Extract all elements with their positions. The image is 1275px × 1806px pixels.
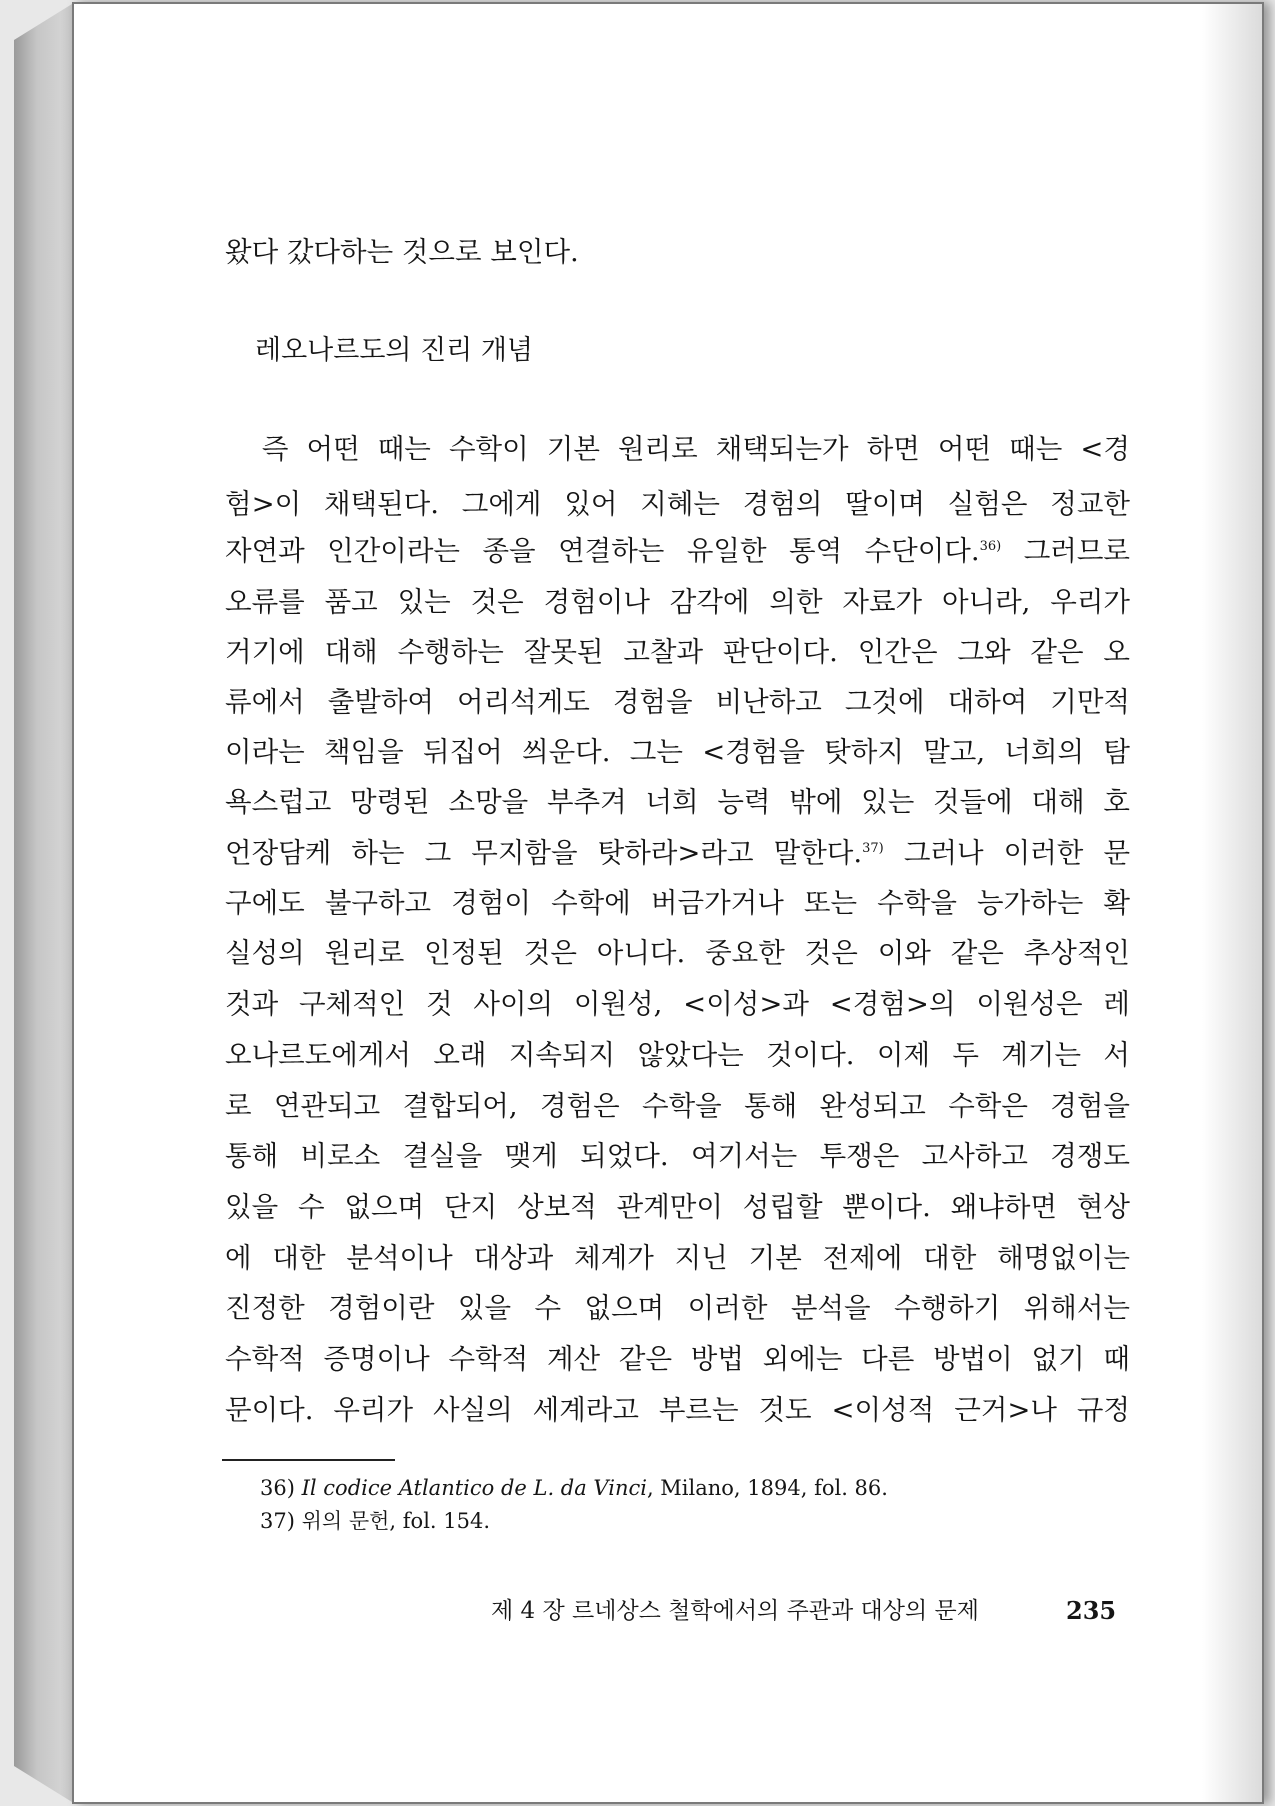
paragraph-line-8: 욕스럽고 망령된 소망을 부추겨 너희 능력 밖에 있는 것들에 대해 호 (225, 786, 1130, 818)
paragraph-line-13: 오나르도에게서 오래 지속되지 않았다는 것이다. 이제 두 계기는 서 (225, 1039, 1130, 1071)
paragraph-line-6: 류에서 출발하여 어리석게도 경험을 비난하고 그것에 대하여 기만적 (225, 686, 1130, 718)
paragraph-line-7: 이라는 책임을 뒤집어 씌운다. 그는 <경험을 탓하지 말고, 너희의 탐 (225, 736, 1130, 768)
paragraph-line-17: 에 대한 분석이나 대상과 체계가 지닌 기본 전제에 대한 해명없이는 (225, 1242, 1130, 1274)
paragraph-line-2: 험>이 채택된다. 그에게 있어 지혜는 경험의 딸이며 실험은 정교한 (225, 488, 1130, 520)
paragraph-line-9-text: 언장담케 하는 그 무지함을 탓하라>라고 말한다. (225, 837, 863, 869)
paragraph-line-10: 구에도 불구하고 경험이 수학에 버금가거나 또는 수학을 능가하는 확 (225, 887, 1130, 919)
paragraph-line-12: 것과 구체적인 것 사이의 이원성, <이성>과 <경험>의 이원성은 레 (225, 988, 1130, 1020)
footnote-ref-36: 36) (979, 538, 1002, 554)
paragraph-line-3-tail: 그러므로 (1023, 535, 1130, 567)
footnote-37-number: 37) (260, 1509, 295, 1533)
page-number: 235 (1066, 1596, 1117, 1625)
paragraph-line-20: 문이다. 우리가 사실의 세계라고 부르는 것도 <이성적 근거>나 규정 (225, 1394, 1130, 1426)
footnote-37 (260, 1506, 490, 1536)
paragraph-line-3 (225, 532, 1130, 570)
paragraph-line-1: 즉 어떤 때는 수학이 기본 원리로 채택되는가 하면 어떤 때는 <경 (225, 433, 1130, 465)
footnote-36-number: 36) (260, 1476, 295, 1500)
section-heading: 레오나르도의 진리 개념 (255, 335, 533, 366)
continuation-line: 왔다 갔다하는 것으로 보인다. (225, 236, 579, 268)
footnote-ref-37: 37) (862, 840, 884, 856)
paragraph-line-19: 수학적 증명이나 수학적 계산 같은 방법 외에는 다른 방법이 없기 때 (225, 1343, 1130, 1375)
paragraph-line-4: 오류를 품고 있는 것은 경험이나 감각에 의한 자료가 아니라, 우리가 (225, 586, 1130, 618)
paragraph-line-16: 있을 수 없으며 단지 상보적 관계만이 성립할 뿐이다. 왜냐하면 현상 (225, 1191, 1130, 1223)
footnote-separator (222, 1459, 395, 1461)
book-spine (14, 4, 80, 1802)
footnote-36 (260, 1473, 888, 1503)
footnote-37-text: 위의 문헌, fol. 154. (301, 1509, 491, 1533)
footnote-36-rest: , Milano, 1894, fol. 86. (646, 1476, 888, 1500)
paragraph-line-14: 로 연관되고 결합되어, 경험은 수학을 통해 완성되고 수학은 경험을 (225, 1090, 1130, 1122)
paragraph-line-3-text: 자연과 인간이라는 종을 연결하는 유일한 통역 수단이다. (225, 535, 980, 567)
paragraph-line-5: 거기에 대해 수행하는 잘못된 고찰과 판단이다. 인간은 그와 같은 오 (225, 636, 1130, 668)
paragraph-line-11: 실성의 원리로 인정된 것은 아니다. 중요한 것은 이와 같은 추상적인 (225, 937, 1130, 969)
paragraph-line-15: 통해 비로소 결실을 맺게 되었다. 여기서는 투쟁은 고사하고 경쟁도 (225, 1140, 1130, 1172)
paragraph-line-9-tail: 그러나 이러한 문 (903, 837, 1131, 869)
running-footer: 제 4 장 르네상스 철학에서의 주관과 대상의 문제 (491, 1598, 979, 1624)
paragraph-line-9 (225, 834, 1130, 872)
footnote-36-title: Il codice Atlantico de L. da Vinci (301, 1476, 647, 1500)
paragraph-line-18: 진정한 경험이란 있을 수 없으며 이러한 분석을 수행하기 위해서는 (225, 1292, 1130, 1324)
